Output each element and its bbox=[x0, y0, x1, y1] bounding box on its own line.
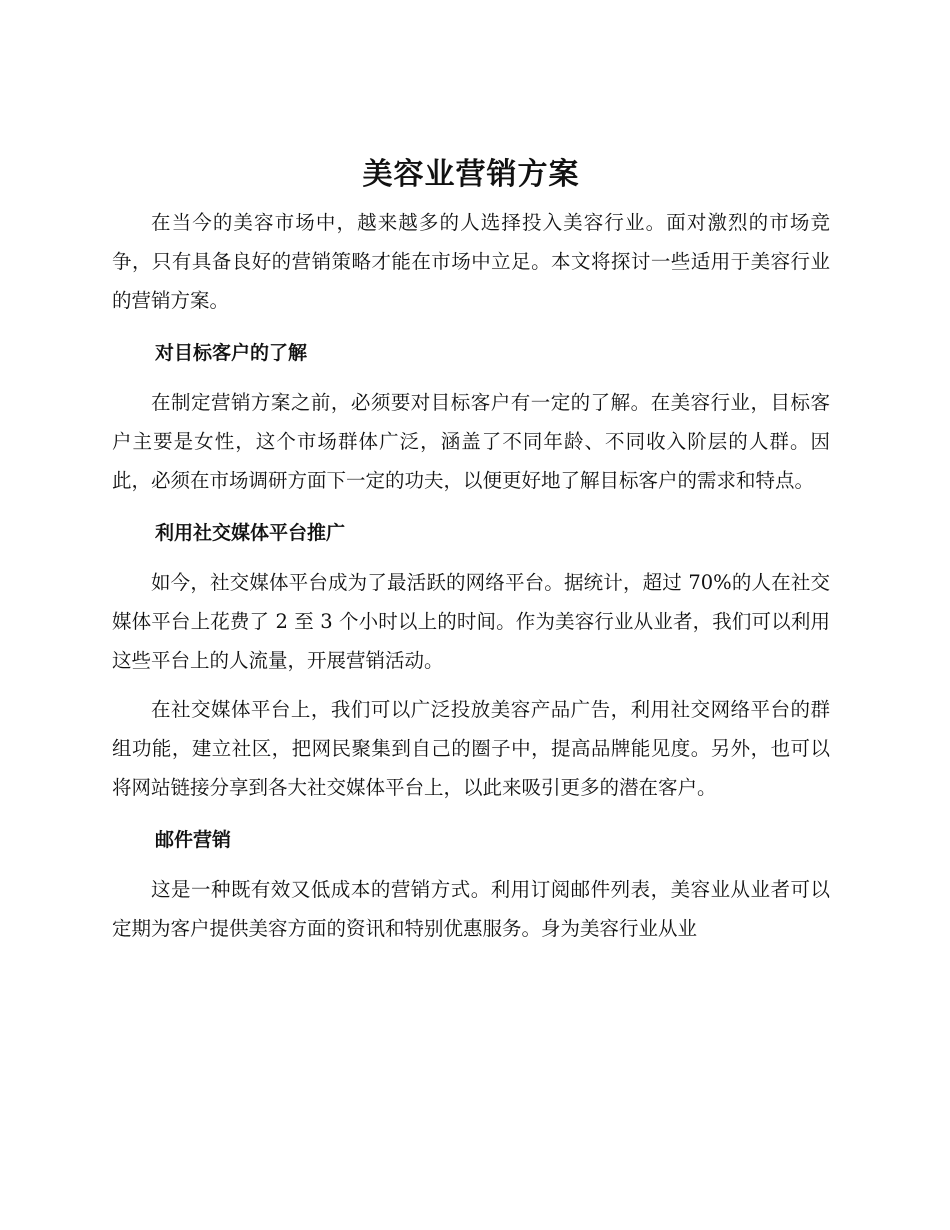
spacer bbox=[112, 373, 830, 383]
spacer bbox=[112, 320, 830, 334]
section-heading-target-customers: 对目标客户的了解 bbox=[155, 342, 308, 364]
document-title: 美容业营销方案 bbox=[362, 157, 580, 192]
spacer bbox=[112, 500, 830, 514]
spacer bbox=[112, 860, 830, 870]
target-customers-paragraph: 在制定营销方案之前，必须要对目标客户有一定的了解。在美容行业，目标客户主要是女性，这个市场群体广泛，涵盖了不同年龄、不同收入阶层的人群。因此，必须在市场调研方面下一定的功夫，以便更好地了解目标客户的需求和特点。 bbox=[112, 391, 830, 492]
intro-paragraph: 在当今的美容市场中，越来越多的人选择投入美容行业。面对激烈的市场竞争，只有具备良好的营销策略才能在市场中立足。本文将探讨一些适用于美容行业的营销方案。 bbox=[112, 211, 830, 312]
spacer bbox=[112, 553, 830, 563]
section-heading-email-marketing: 邮件营销 bbox=[155, 829, 232, 851]
spacer bbox=[112, 680, 830, 690]
spacer bbox=[112, 807, 830, 821]
social-media-paragraph-2: 在社交媒体平台上，我们可以广泛投放美容产品广告，利用社交网络平台的群组功能，建立社区，把网民聚集到自己的圈子中，提高品牌能见度。另外，也可以将网站链接分享到各大社交媒体平台上，以此来吸引更多的潜在客户。 bbox=[112, 698, 830, 799]
social-media-paragraph-1: 如今，社交媒体平台成为了最活跃的网络平台。据统计，超过 70%的人在社交媒体平台上花费了 2 至 3 个小时以上的时间。作为美容行业从业者，我们可以利用这些平台上的人流量，开展营销活动。 bbox=[112, 571, 830, 672]
section-heading-social-media: 利用社交媒体平台推广 bbox=[155, 522, 346, 544]
email-marketing-paragraph: 这是一种既有效又低成本的营销方式。利用订阅邮件列表，美容业从业者可以定期为客户提供美容方面的资讯和特别优惠服务。身为美容行业从业 bbox=[112, 878, 830, 940]
document-page bbox=[112, 148, 830, 948]
